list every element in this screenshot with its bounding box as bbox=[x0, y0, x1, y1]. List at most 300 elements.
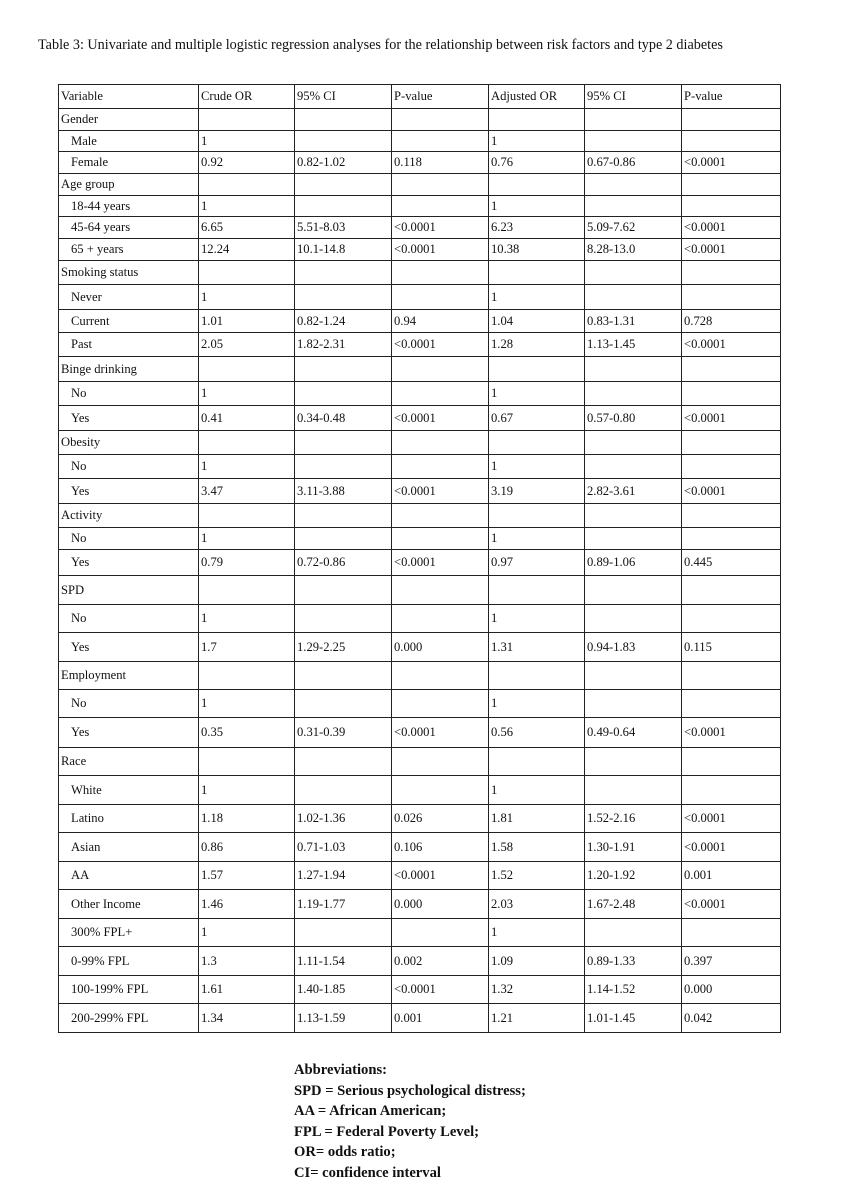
cell-adjusted-or: 1.31 bbox=[489, 633, 585, 662]
cell-crude-p bbox=[392, 776, 489, 805]
cell-adjusted-or: 1.58 bbox=[489, 833, 585, 862]
header-crude-ci: 95% CI bbox=[295, 85, 392, 109]
cell-variable: Obesity bbox=[59, 431, 199, 455]
cell-adjusted-p bbox=[682, 196, 781, 217]
cell-adjusted-ci: 8.28-13.0 bbox=[585, 239, 682, 261]
cell-crude-ci: 1.13-1.59 bbox=[295, 1004, 392, 1033]
cell-crude-p bbox=[392, 662, 489, 690]
cell-adjusted-or: 1.81 bbox=[489, 805, 585, 833]
cell-variable: 65 + years bbox=[59, 239, 199, 261]
cell-variable: No bbox=[59, 455, 199, 479]
cell-variable: Race bbox=[59, 748, 199, 776]
cell-adjusted-ci: 5.09-7.62 bbox=[585, 217, 682, 239]
cell-crude-or bbox=[199, 109, 295, 131]
cell-crude-ci bbox=[295, 662, 392, 690]
cell-crude-p bbox=[392, 576, 489, 605]
cell-adjusted-p bbox=[682, 919, 781, 947]
cell-adjusted-or bbox=[489, 431, 585, 455]
cell-adjusted-ci bbox=[585, 357, 682, 382]
cell-adjusted-or: 1.32 bbox=[489, 976, 585, 1004]
cell-adjusted-p: <0.0001 bbox=[682, 239, 781, 261]
cell-adjusted-ci bbox=[585, 285, 682, 310]
cell-variable: AA bbox=[59, 862, 199, 890]
cell-crude-ci: 1.11-1.54 bbox=[295, 947, 392, 976]
cell-crude-p: <0.0001 bbox=[392, 479, 489, 504]
cell-adjusted-or: 0.56 bbox=[489, 718, 585, 748]
cell-crude-p bbox=[392, 748, 489, 776]
cell-crude-p bbox=[392, 605, 489, 633]
cell-crude-ci bbox=[295, 528, 392, 550]
abbreviation-item: FPL = Federal Poverty Level; bbox=[294, 1123, 480, 1140]
cell-crude-ci: 3.11-3.88 bbox=[295, 479, 392, 504]
cell-adjusted-or: 1 bbox=[489, 690, 585, 718]
cell-crude-p: <0.0001 bbox=[392, 718, 489, 748]
cell-crude-ci: 1.27-1.94 bbox=[295, 862, 392, 890]
cell-crude-or: 0.79 bbox=[199, 550, 295, 576]
cell-crude-ci bbox=[295, 431, 392, 455]
cell-crude-or bbox=[199, 261, 295, 285]
cell-crude-p bbox=[392, 382, 489, 406]
cell-adjusted-p: <0.0001 bbox=[682, 217, 781, 239]
group-row bbox=[59, 748, 781, 776]
header-adjusted-ci: 95% CI bbox=[585, 85, 682, 109]
cell-crude-or: 1 bbox=[199, 131, 295, 152]
cell-adjusted-ci bbox=[585, 748, 682, 776]
cell-variable: Binge drinking bbox=[59, 357, 199, 382]
cell-adjusted-or: 1 bbox=[489, 528, 585, 550]
cell-crude-ci bbox=[295, 748, 392, 776]
cell-crude-ci: 0.31-0.39 bbox=[295, 718, 392, 748]
cell-adjusted-ci: 1.13-1.45 bbox=[585, 333, 682, 357]
table-row bbox=[59, 947, 781, 976]
cell-crude-p: 0.001 bbox=[392, 1004, 489, 1033]
cell-adjusted-p bbox=[682, 662, 781, 690]
cell-variable: Age group bbox=[59, 174, 199, 196]
cell-crude-ci bbox=[295, 455, 392, 479]
cell-adjusted-p: 0.001 bbox=[682, 862, 781, 890]
cell-adjusted-or bbox=[489, 357, 585, 382]
cell-adjusted-or: 1 bbox=[489, 285, 585, 310]
abbreviations-heading: Abbreviations: bbox=[294, 1062, 387, 1078]
cell-crude-or: 1.34 bbox=[199, 1004, 295, 1033]
cell-adjusted-or: 0.76 bbox=[489, 152, 585, 174]
cell-adjusted-p: <0.0001 bbox=[682, 479, 781, 504]
table-row bbox=[59, 285, 781, 310]
cell-variable: Smoking status bbox=[59, 261, 199, 285]
cell-crude-or: 2.05 bbox=[199, 333, 295, 357]
cell-variable: No bbox=[59, 605, 199, 633]
cell-crude-p bbox=[392, 174, 489, 196]
group-row bbox=[59, 504, 781, 528]
table-row bbox=[59, 605, 781, 633]
cell-adjusted-or: 1.28 bbox=[489, 333, 585, 357]
cell-crude-ci: 10.1-14.8 bbox=[295, 239, 392, 261]
regression-table bbox=[58, 84, 781, 1033]
cell-adjusted-or: 1 bbox=[489, 131, 585, 152]
cell-adjusted-or: 6.23 bbox=[489, 217, 585, 239]
cell-crude-or bbox=[199, 431, 295, 455]
table-row bbox=[59, 919, 781, 947]
cell-crude-or: 1.7 bbox=[199, 633, 295, 662]
cell-crude-or: 1 bbox=[199, 382, 295, 406]
cell-adjusted-ci bbox=[585, 504, 682, 528]
cell-adjusted-ci bbox=[585, 919, 682, 947]
cell-variable: Other Income bbox=[59, 890, 199, 919]
cell-crude-or: 1 bbox=[199, 605, 295, 633]
cell-crude-p: <0.0001 bbox=[392, 406, 489, 431]
table-row bbox=[59, 406, 781, 431]
cell-crude-p: 0.118 bbox=[392, 152, 489, 174]
table-row bbox=[59, 1004, 781, 1033]
cell-crude-ci bbox=[295, 131, 392, 152]
cell-crude-ci bbox=[295, 196, 392, 217]
cell-adjusted-ci bbox=[585, 605, 682, 633]
cell-variable: 18-44 years bbox=[59, 196, 199, 217]
cell-variable: SPD bbox=[59, 576, 199, 605]
cell-adjusted-or: 1 bbox=[489, 196, 585, 217]
cell-adjusted-ci bbox=[585, 196, 682, 217]
cell-variable: No bbox=[59, 528, 199, 550]
cell-adjusted-ci: 0.94-1.83 bbox=[585, 633, 682, 662]
cell-crude-or bbox=[199, 504, 295, 528]
cell-adjusted-ci: 0.89-1.33 bbox=[585, 947, 682, 976]
cell-crude-p bbox=[392, 431, 489, 455]
cell-variable: Yes bbox=[59, 633, 199, 662]
cell-adjusted-ci bbox=[585, 431, 682, 455]
cell-adjusted-or bbox=[489, 261, 585, 285]
cell-crude-or: 12.24 bbox=[199, 239, 295, 261]
cell-adjusted-or: 3.19 bbox=[489, 479, 585, 504]
cell-variable: 300% FPL+ bbox=[59, 919, 199, 947]
cell-variable: Gender bbox=[59, 109, 199, 131]
cell-adjusted-p bbox=[682, 431, 781, 455]
abbreviation-item: OR= odds ratio; bbox=[294, 1144, 396, 1161]
cell-crude-or: 0.92 bbox=[199, 152, 295, 174]
cell-crude-ci bbox=[295, 109, 392, 131]
cell-adjusted-p: <0.0001 bbox=[682, 152, 781, 174]
table-row bbox=[59, 805, 781, 833]
table-row bbox=[59, 776, 781, 805]
cell-crude-or: 0.41 bbox=[199, 406, 295, 431]
cell-adjusted-or: 1 bbox=[489, 382, 585, 406]
cell-variable: Yes bbox=[59, 550, 199, 576]
cell-adjusted-p bbox=[682, 748, 781, 776]
cell-crude-ci bbox=[295, 504, 392, 528]
table-row bbox=[59, 196, 781, 217]
cell-adjusted-ci: 1.67-2.48 bbox=[585, 890, 682, 919]
cell-adjusted-or: 2.03 bbox=[489, 890, 585, 919]
cell-adjusted-or: 1 bbox=[489, 776, 585, 805]
cell-adjusted-p: 0.115 bbox=[682, 633, 781, 662]
group-row bbox=[59, 662, 781, 690]
group-row bbox=[59, 431, 781, 455]
table-caption: Table 3: Univariate and multiple logistic regression analyses for the relationship between risk factors and type 2 diabetes bbox=[38, 37, 723, 53]
cell-adjusted-ci bbox=[585, 576, 682, 605]
cell-adjusted-ci bbox=[585, 662, 682, 690]
cell-adjusted-ci bbox=[585, 109, 682, 131]
header-adjusted-or: Adjusted OR bbox=[489, 85, 585, 109]
cell-variable: 100-199% FPL bbox=[59, 976, 199, 1004]
header-adjusted-p: P-value bbox=[682, 85, 781, 109]
cell-adjusted-p: <0.0001 bbox=[682, 805, 781, 833]
cell-adjusted-ci bbox=[585, 382, 682, 406]
cell-adjusted-ci: 1.52-2.16 bbox=[585, 805, 682, 833]
cell-crude-ci: 1.29-2.25 bbox=[295, 633, 392, 662]
cell-adjusted-or bbox=[489, 174, 585, 196]
cell-crude-or bbox=[199, 662, 295, 690]
cell-crude-p: <0.0001 bbox=[392, 217, 489, 239]
cell-adjusted-ci bbox=[585, 261, 682, 285]
cell-adjusted-or bbox=[489, 748, 585, 776]
cell-adjusted-or bbox=[489, 576, 585, 605]
cell-adjusted-ci bbox=[585, 131, 682, 152]
table-row bbox=[59, 550, 781, 576]
cell-adjusted-p bbox=[682, 504, 781, 528]
cell-crude-ci bbox=[295, 261, 392, 285]
cell-adjusted-ci: 0.83-1.31 bbox=[585, 310, 682, 333]
cell-variable: Asian bbox=[59, 833, 199, 862]
table-row bbox=[59, 382, 781, 406]
table-row bbox=[59, 976, 781, 1004]
cell-adjusted-p: 0.000 bbox=[682, 976, 781, 1004]
cell-variable: 200-299% FPL bbox=[59, 1004, 199, 1033]
cell-adjusted-or: 0.97 bbox=[489, 550, 585, 576]
table-row bbox=[59, 217, 781, 239]
cell-adjusted-or: 1 bbox=[489, 455, 585, 479]
cell-adjusted-p bbox=[682, 605, 781, 633]
cell-crude-p: 0.106 bbox=[392, 833, 489, 862]
table-row bbox=[59, 833, 781, 862]
cell-crude-or: 1 bbox=[199, 776, 295, 805]
cell-crude-ci bbox=[295, 576, 392, 605]
cell-variable: Past bbox=[59, 333, 199, 357]
cell-crude-p bbox=[392, 528, 489, 550]
cell-adjusted-p bbox=[682, 528, 781, 550]
cell-crude-ci: 1.40-1.85 bbox=[295, 976, 392, 1004]
cell-adjusted-p bbox=[682, 131, 781, 152]
cell-adjusted-p bbox=[682, 382, 781, 406]
cell-adjusted-ci bbox=[585, 174, 682, 196]
cell-adjusted-ci: 0.49-0.64 bbox=[585, 718, 682, 748]
cell-crude-or: 1 bbox=[199, 919, 295, 947]
header-row bbox=[59, 85, 781, 109]
cell-crude-or: 1 bbox=[199, 196, 295, 217]
cell-crude-p: <0.0001 bbox=[392, 333, 489, 357]
table-row bbox=[59, 479, 781, 504]
cell-adjusted-ci bbox=[585, 455, 682, 479]
cell-crude-ci: 1.19-1.77 bbox=[295, 890, 392, 919]
cell-crude-p bbox=[392, 690, 489, 718]
cell-variable: Female bbox=[59, 152, 199, 174]
cell-crude-p bbox=[392, 261, 489, 285]
cell-variable: 0-99% FPL bbox=[59, 947, 199, 976]
cell-crude-or: 1.46 bbox=[199, 890, 295, 919]
cell-adjusted-or: 0.67 bbox=[489, 406, 585, 431]
table-row bbox=[59, 131, 781, 152]
cell-adjusted-p: <0.0001 bbox=[682, 890, 781, 919]
table-row bbox=[59, 455, 781, 479]
cell-variable: Latino bbox=[59, 805, 199, 833]
cell-adjusted-p bbox=[682, 174, 781, 196]
group-row bbox=[59, 174, 781, 196]
group-row bbox=[59, 109, 781, 131]
cell-crude-p: <0.0001 bbox=[392, 550, 489, 576]
header-crude-p: P-value bbox=[392, 85, 489, 109]
cell-adjusted-p: 0.042 bbox=[682, 1004, 781, 1033]
cell-crude-or bbox=[199, 357, 295, 382]
cell-variable: No bbox=[59, 690, 199, 718]
cell-adjusted-or bbox=[489, 109, 585, 131]
cell-crude-ci bbox=[295, 382, 392, 406]
cell-variable: Activity bbox=[59, 504, 199, 528]
cell-adjusted-ci: 0.57-0.80 bbox=[585, 406, 682, 431]
cell-adjusted-or: 1.04 bbox=[489, 310, 585, 333]
header-crude-or: Crude OR bbox=[199, 85, 295, 109]
cell-crude-p bbox=[392, 357, 489, 382]
cell-variable: 45-64 years bbox=[59, 217, 199, 239]
cell-crude-p: <0.0001 bbox=[392, 239, 489, 261]
table-row bbox=[59, 333, 781, 357]
cell-adjusted-p bbox=[682, 261, 781, 285]
cell-crude-p bbox=[392, 504, 489, 528]
cell-crude-p bbox=[392, 109, 489, 131]
cell-crude-ci: 0.82-1.02 bbox=[295, 152, 392, 174]
cell-crude-p bbox=[392, 196, 489, 217]
cell-crude-p bbox=[392, 131, 489, 152]
cell-crude-ci: 0.34-0.48 bbox=[295, 406, 392, 431]
table-row bbox=[59, 152, 781, 174]
cell-adjusted-ci: 1.14-1.52 bbox=[585, 976, 682, 1004]
header-variable: Variable bbox=[59, 85, 199, 109]
cell-crude-or: 0.35 bbox=[199, 718, 295, 748]
cell-adjusted-p bbox=[682, 776, 781, 805]
cell-crude-p: 0.000 bbox=[392, 890, 489, 919]
cell-adjusted-p: <0.0001 bbox=[682, 333, 781, 357]
cell-adjusted-p bbox=[682, 690, 781, 718]
cell-crude-ci: 0.72-0.86 bbox=[295, 550, 392, 576]
cell-crude-or: 6.65 bbox=[199, 217, 295, 239]
cell-variable: White bbox=[59, 776, 199, 805]
cell-crude-p: 0.026 bbox=[392, 805, 489, 833]
cell-adjusted-ci: 1.30-1.91 bbox=[585, 833, 682, 862]
cell-adjusted-p bbox=[682, 109, 781, 131]
cell-adjusted-ci bbox=[585, 528, 682, 550]
cell-crude-ci: 1.82-2.31 bbox=[295, 333, 392, 357]
cell-crude-ci bbox=[295, 605, 392, 633]
cell-crude-or: 1.61 bbox=[199, 976, 295, 1004]
cell-crude-ci bbox=[295, 357, 392, 382]
cell-crude-or: 1.3 bbox=[199, 947, 295, 976]
table-row bbox=[59, 528, 781, 550]
cell-adjusted-p: 0.445 bbox=[682, 550, 781, 576]
cell-variable: Yes bbox=[59, 406, 199, 431]
cell-variable: Never bbox=[59, 285, 199, 310]
cell-adjusted-ci bbox=[585, 776, 682, 805]
group-row bbox=[59, 357, 781, 382]
cell-crude-or: 1 bbox=[199, 455, 295, 479]
table-row bbox=[59, 890, 781, 919]
cell-adjusted-p: 0.728 bbox=[682, 310, 781, 333]
table-row bbox=[59, 310, 781, 333]
cell-adjusted-p bbox=[682, 455, 781, 479]
cell-adjusted-or: 1.52 bbox=[489, 862, 585, 890]
cell-adjusted-ci: 0.67-0.86 bbox=[585, 152, 682, 174]
cell-crude-ci: 0.71-1.03 bbox=[295, 833, 392, 862]
cell-crude-or: 3.47 bbox=[199, 479, 295, 504]
cell-variable: Male bbox=[59, 131, 199, 152]
cell-crude-or: 1.18 bbox=[199, 805, 295, 833]
cell-crude-or bbox=[199, 576, 295, 605]
group-row bbox=[59, 261, 781, 285]
cell-variable: No bbox=[59, 382, 199, 406]
cell-adjusted-ci: 0.89-1.06 bbox=[585, 550, 682, 576]
group-row bbox=[59, 576, 781, 605]
table-row bbox=[59, 633, 781, 662]
cell-crude-or: 1 bbox=[199, 528, 295, 550]
cell-adjusted-ci bbox=[585, 690, 682, 718]
cell-crude-ci bbox=[295, 776, 392, 805]
cell-crude-ci bbox=[295, 174, 392, 196]
cell-crude-or: 1.01 bbox=[199, 310, 295, 333]
cell-crude-p: <0.0001 bbox=[392, 862, 489, 890]
cell-variable: Yes bbox=[59, 479, 199, 504]
cell-crude-p: 0.94 bbox=[392, 310, 489, 333]
cell-crude-p bbox=[392, 919, 489, 947]
cell-crude-or bbox=[199, 174, 295, 196]
cell-adjusted-p: <0.0001 bbox=[682, 406, 781, 431]
cell-adjusted-p bbox=[682, 576, 781, 605]
cell-crude-or: 1 bbox=[199, 285, 295, 310]
cell-variable: Current bbox=[59, 310, 199, 333]
cell-adjusted-or: 1.21 bbox=[489, 1004, 585, 1033]
cell-crude-ci bbox=[295, 919, 392, 947]
cell-crude-ci bbox=[295, 690, 392, 718]
cell-adjusted-p bbox=[682, 285, 781, 310]
cell-adjusted-p: <0.0001 bbox=[682, 718, 781, 748]
table-row bbox=[59, 690, 781, 718]
cell-crude-ci bbox=[295, 285, 392, 310]
cell-adjusted-or: 1 bbox=[489, 919, 585, 947]
table-row bbox=[59, 862, 781, 890]
abbreviation-item: CI= confidence interval bbox=[294, 1164, 441, 1181]
abbreviation-item: SPD = Serious psychological distress; bbox=[294, 1082, 526, 1099]
cell-adjusted-ci: 2.82-3.61 bbox=[585, 479, 682, 504]
cell-adjusted-p: 0.397 bbox=[682, 947, 781, 976]
cell-crude-or: 1 bbox=[199, 690, 295, 718]
cell-adjusted-or: 1.09 bbox=[489, 947, 585, 976]
table-row bbox=[59, 239, 781, 261]
cell-crude-p: 0.000 bbox=[392, 633, 489, 662]
cell-adjusted-or bbox=[489, 662, 585, 690]
cell-variable: Yes bbox=[59, 718, 199, 748]
cell-adjusted-or bbox=[489, 504, 585, 528]
cell-adjusted-ci: 1.01-1.45 bbox=[585, 1004, 682, 1033]
cell-crude-p bbox=[392, 455, 489, 479]
cell-crude-ci: 5.51-8.03 bbox=[295, 217, 392, 239]
cell-crude-p: <0.0001 bbox=[392, 976, 489, 1004]
abbreviations-note bbox=[294, 1060, 526, 1184]
cell-crude-ci: 1.02-1.36 bbox=[295, 805, 392, 833]
cell-adjusted-ci: 1.20-1.92 bbox=[585, 862, 682, 890]
cell-crude-or bbox=[199, 748, 295, 776]
cell-adjusted-or: 1 bbox=[489, 605, 585, 633]
cell-crude-ci: 0.82-1.24 bbox=[295, 310, 392, 333]
cell-adjusted-p: <0.0001 bbox=[682, 833, 781, 862]
cell-adjusted-or: 10.38 bbox=[489, 239, 585, 261]
cell-crude-p bbox=[392, 285, 489, 310]
cell-crude-or: 1.57 bbox=[199, 862, 295, 890]
table-row bbox=[59, 718, 781, 748]
